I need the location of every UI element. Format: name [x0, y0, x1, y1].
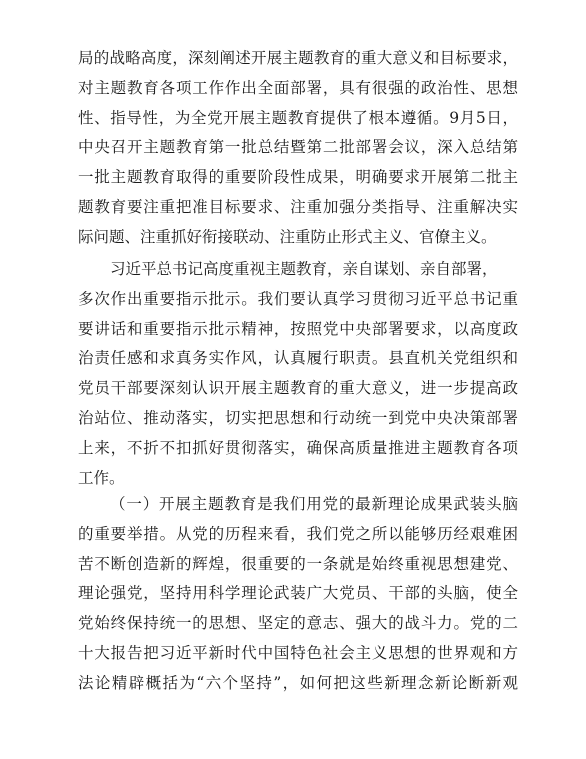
paragraph-line: 十大报告把习近平新时代中国特色社会主义思想的世界观和方	[78, 643, 518, 662]
paragraph-3	[78, 490, 518, 699]
paragraph-line: 的重要举措。从党的历程来看，我们党之所以能够历经艰难困	[78, 524, 518, 543]
paragraph-line: 要讲话和重要指示批示精神，按照党中央部署要求，以高度政	[78, 319, 518, 338]
paragraph-line: 上来，不折不扣抓好贯彻落实，确保高质量推进主题教育各项	[78, 438, 518, 457]
paragraph-line: 一批主题教育取得的重要阶段性成果，明确要求开展第二批主	[78, 168, 518, 187]
paragraph-line: 治站位、推动落实，切实把思想和行动统一到党中央决策部署	[78, 408, 518, 427]
paragraph-line: 理论强党，坚持用科学理论武装广大党员、干部的头脑，使全	[78, 584, 518, 603]
paragraph-line: 局的战略高度，深刻阐述开展主题教育的重大意义和目标要求，	[78, 49, 518, 67]
paragraph-line: 多次作出重要指示批示。我们要认真学习贯彻习近平总书记重	[78, 289, 518, 308]
paragraph-line: 苦不断创造新的辉煌，很重要的一条就是始终重视思想建党、	[78, 554, 518, 573]
paragraph-line: 党始终保持统一的思想、坚定的意志、强大的战斗力。党的二	[78, 614, 518, 633]
paragraph-line: 法论精辟概括为“六个坚持”，如何把这些新理念新论断新观	[78, 673, 518, 692]
paragraph-line: 党员干部要深刻认识开展主题教育的重大意义，进一步提高政	[78, 379, 518, 398]
paragraph-2	[78, 255, 518, 493]
paragraph-line: 际问题、注重抓好衔接联动、注重防止形式主义、官僚主义。	[78, 227, 497, 246]
paragraph-line: 工作。	[78, 468, 125, 487]
paragraph-line: 治责任感和求真务实作风，认真履行职责。县直机关党组织和	[78, 349, 518, 368]
paragraph-line: （一）开展主题教育是我们用党的最新理论成果武装头脑	[110, 495, 518, 513]
paragraph-1	[78, 44, 518, 253]
paragraph-line: 中央召开主题教育第一批总结暨第二批部署会议，深入总结第	[78, 138, 518, 157]
paragraph-line: 性、指导性，为全党开展主题教育提供了根本遵循。9月5日，	[78, 108, 518, 127]
paragraph-line: 题教育要注重把准目标要求、注重加强分类指导、注重解决实	[78, 197, 518, 216]
paragraph-line: 习近平总书记高度重视主题教育，亲自谋划、亲自部署，	[110, 260, 498, 278]
paragraph-line: 对主题教育各项工作作出全面部署，具有很强的政治性、思想	[78, 78, 518, 97]
